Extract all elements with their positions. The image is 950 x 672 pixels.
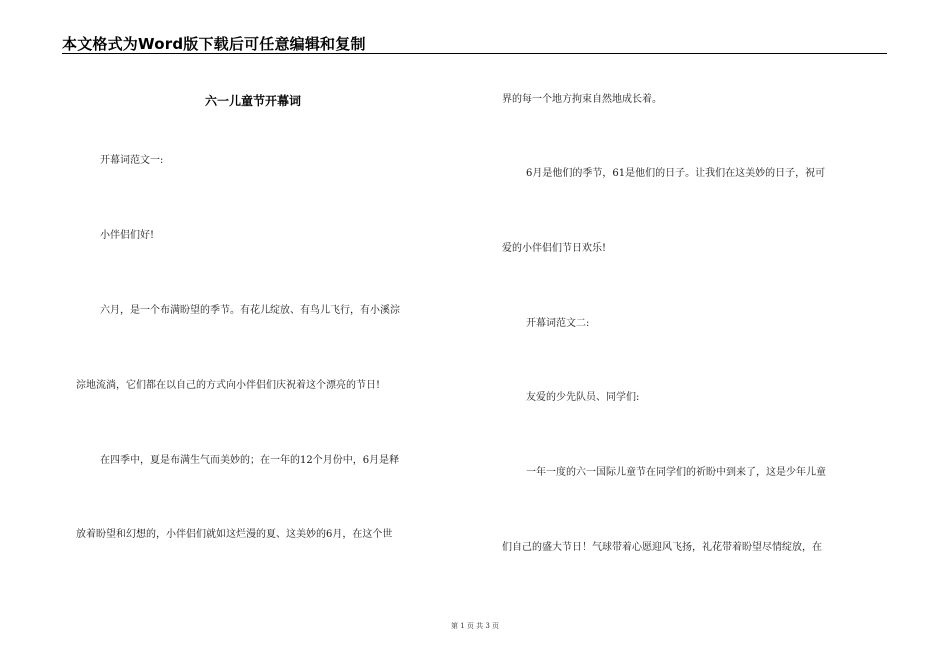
right-line-paragraph-4b: 们自己的盛大节日！气球带着心愿迎风飞扬，礼花带着盼望尽情绽放，在 (502, 542, 822, 553)
header-divider (62, 53, 887, 54)
right-line-heading-two: 开幕词范文二: (526, 318, 590, 329)
left-line-heading-one: 开幕词范文一: (100, 155, 164, 166)
left-line-paragraph-2b: 放着盼望和幻想的，小伴侣们就如这烂漫的夏、这美妙的6月，在这个世 (76, 529, 393, 540)
right-line-continuation: 界的每一个地方拘束自然地成长着。 (502, 94, 662, 105)
right-line-salutation: 友爱的少先队员、同学们: (526, 392, 640, 403)
left-line-paragraph-1a: 六月，是一个布满盼望的季节。有花儿绽放、有鸟儿飞行，有小溪淙 (100, 305, 400, 316)
left-line-paragraph-1b: 淙地流淌，它们都在以自己的方式向小伴侣们庆祝着这个漂亮的节日! (76, 380, 381, 391)
right-line-paragraph-3a: 6月是他们的季节，61是他们的日子。让我们在这美妙的日子，祝可 (526, 168, 826, 179)
page-header-title: 本文格式为Word版下载后可任意编辑和复制 (62, 35, 366, 53)
right-line-paragraph-3b: 爱的小伴侣们节日欢乐! (502, 243, 607, 254)
page-number-footer: 第 1 页 共 3 页 (450, 622, 500, 630)
left-line-paragraph-2a: 在四季中，夏是布满生气而美妙的；在一年的12个月份中，6月是释 (100, 455, 400, 466)
right-line-paragraph-4a: 一年一度的六一国际儿童节在同学们的祈盼中到来了，这是少年儿童 (526, 467, 826, 478)
document-title: 六一儿童节开幕词 (205, 94, 302, 108)
left-line-greeting: 小伴侣们好! (100, 230, 155, 241)
